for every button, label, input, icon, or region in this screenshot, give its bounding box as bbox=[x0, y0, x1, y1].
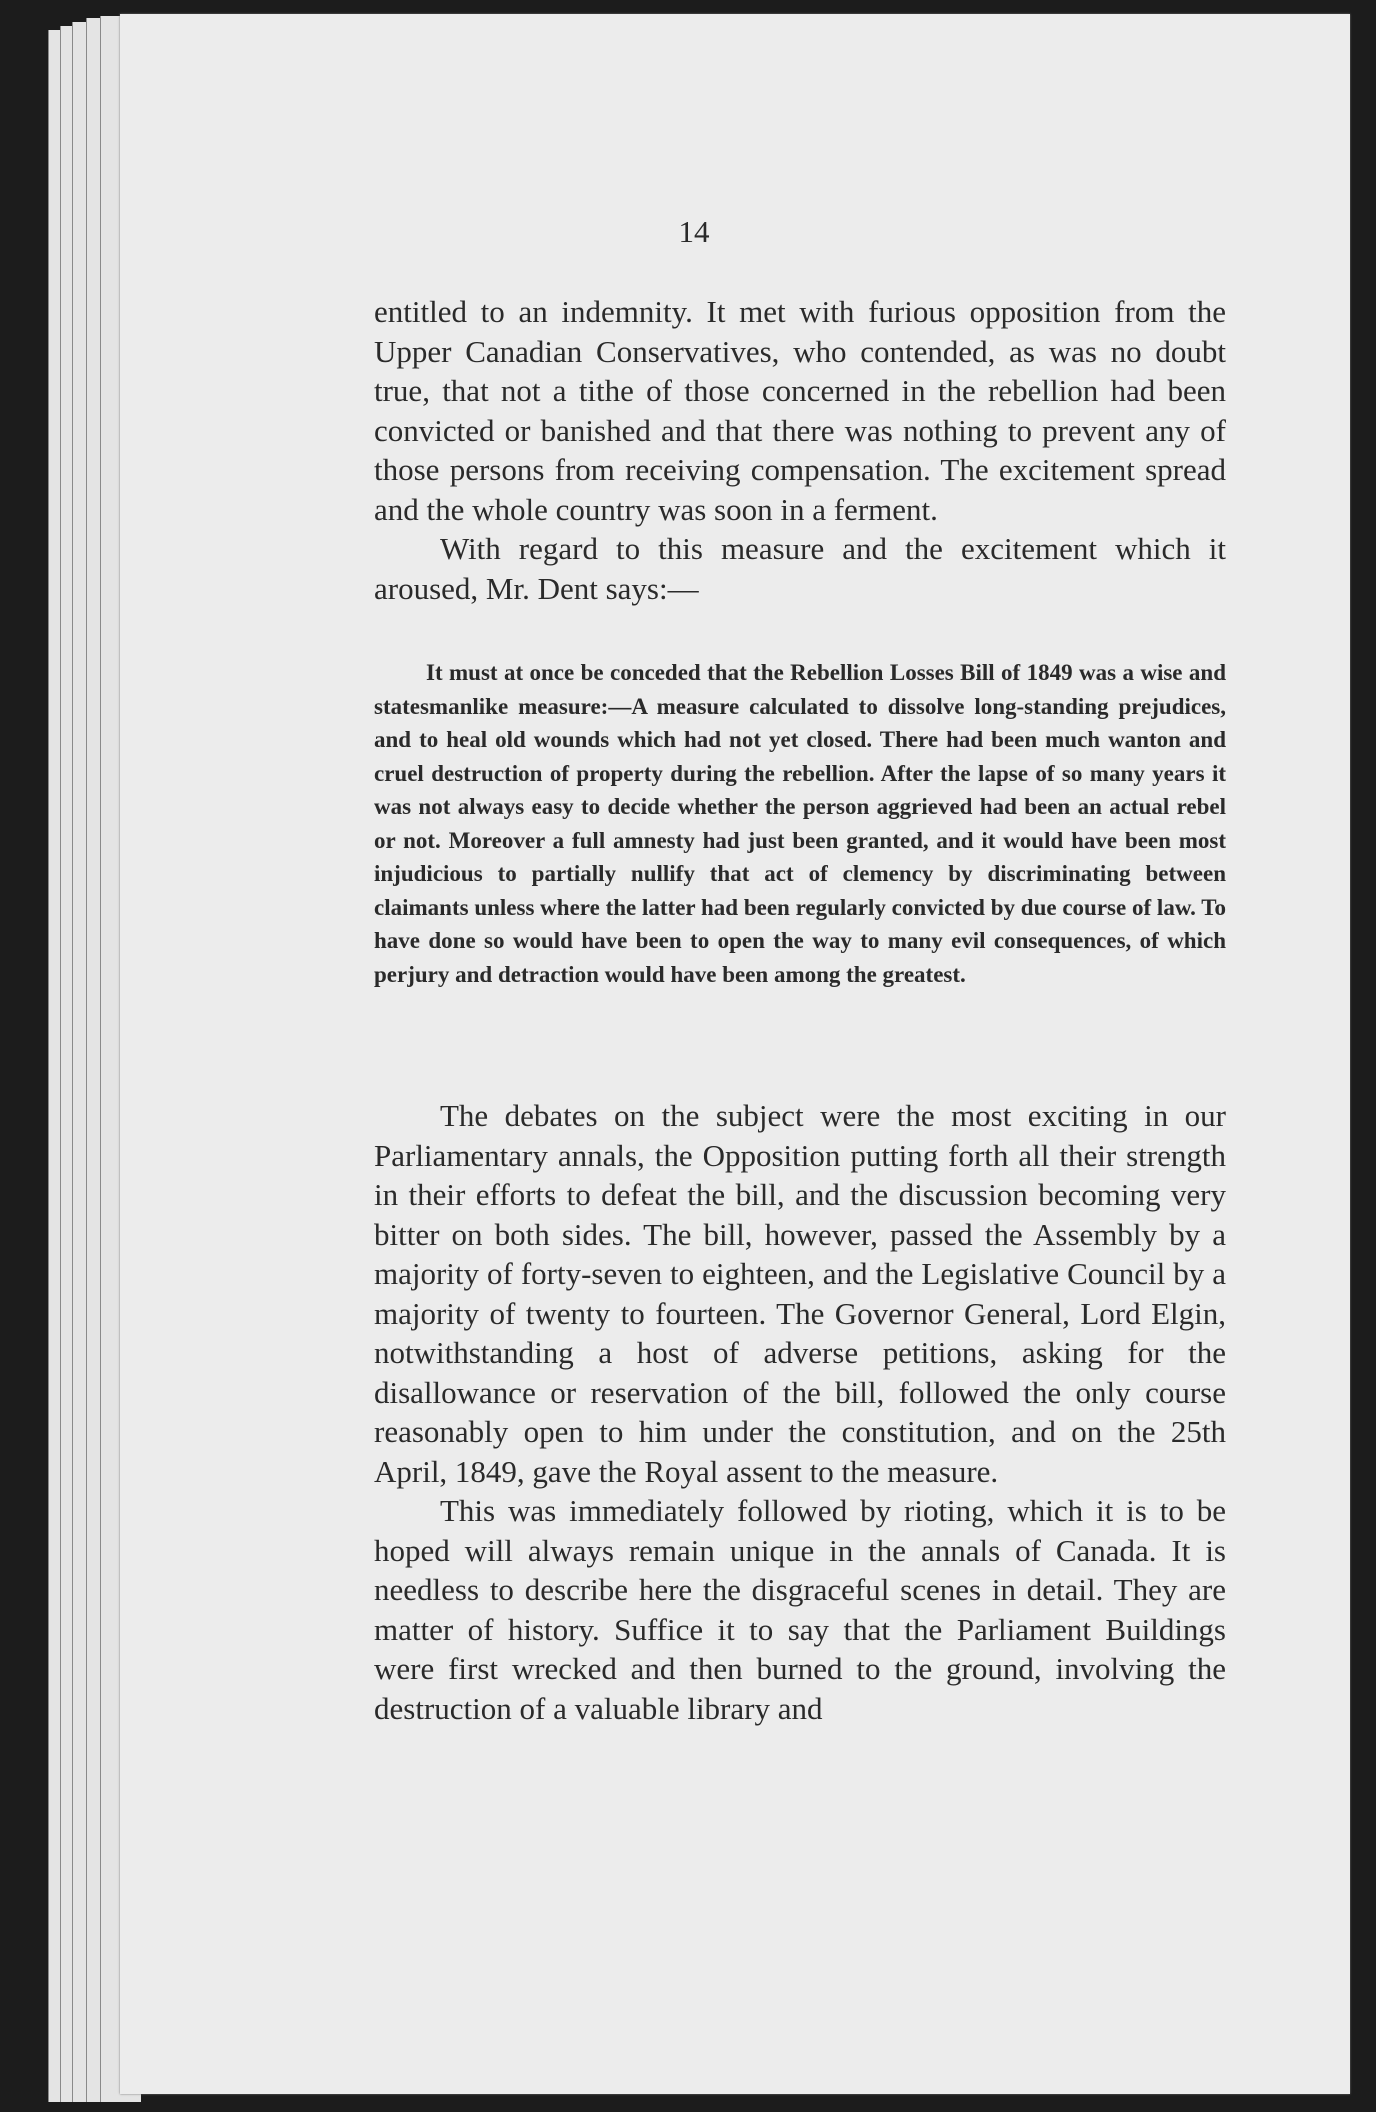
body-text-top bbox=[374, 292, 1226, 608]
body-text-bottom bbox=[374, 1096, 1226, 1728]
paragraph-1: entitled to an indemnity. It met with furious opposition from the Upper Canadian Conservatives, who contended, as was no doubt true, that not a tithe of those concerned in the rebellion had been convicted or banished and that there was nothing to prevent any of those persons from receiving compensation. The excitement spread and the whole country was soon in a ferment. bbox=[374, 294, 1226, 527]
paragraph-2: With regard to this measure and the excitement which it aroused, Mr. Dent says:— bbox=[374, 531, 1226, 606]
paragraph-3: The debates on the subject were the most exciting in our Parliamentary annals, the Opposition putting forth all their strength in their efforts to defeat the bill, and the discussion becoming very bitter on both sides. The bill, however, passed the Assembly by a majority of forty-seven to eighteen, and the Legislative Council by a majority of twenty to fourteen. The Governor General, Lord Elgin, notwithstanding a host of adverse petitions, asking for the disallowance or reservation of the bill, followed the only course reasonably open to him under the constitution, and on the 25th April, 1849, gave the Royal assent to the measure. bbox=[374, 1098, 1226, 1489]
paragraph-4: This was immediately followed by rioting, which it is to be hoped will always remain unique in the annals of Canada. It is needless to describe here the disgraceful scenes in detail. They are matter of history. Suffice it to say that the Parliament Buildings were first wrecked and then burned to the ground, involving the destruction of a valuable library and bbox=[374, 1493, 1226, 1726]
block-quote: It must at once be conceded that the Rebellion Losses Bill of 1849 was a wise and statesmanlike measure:—A measure calculated to dissolve long-standing prejudices, and to heal old wounds which had not yet closed. There had been much wanton and cruel destruction of property during the rebellion. After the lapse of so many years it was not always easy to decide whether the person aggrieved had been an actual rebel or not. Moreover a full amnesty had just been granted, and it would have been most injudicious to partially nullify that act of clemency by discriminating between claimants unless where the latter had been regularly convicted by due course of law. To have done so would have been to open the way to many evil consequences, of which perjury and detraction would have been among the greatest. bbox=[374, 660, 1226, 987]
page-number: 14 bbox=[678, 214, 710, 249]
